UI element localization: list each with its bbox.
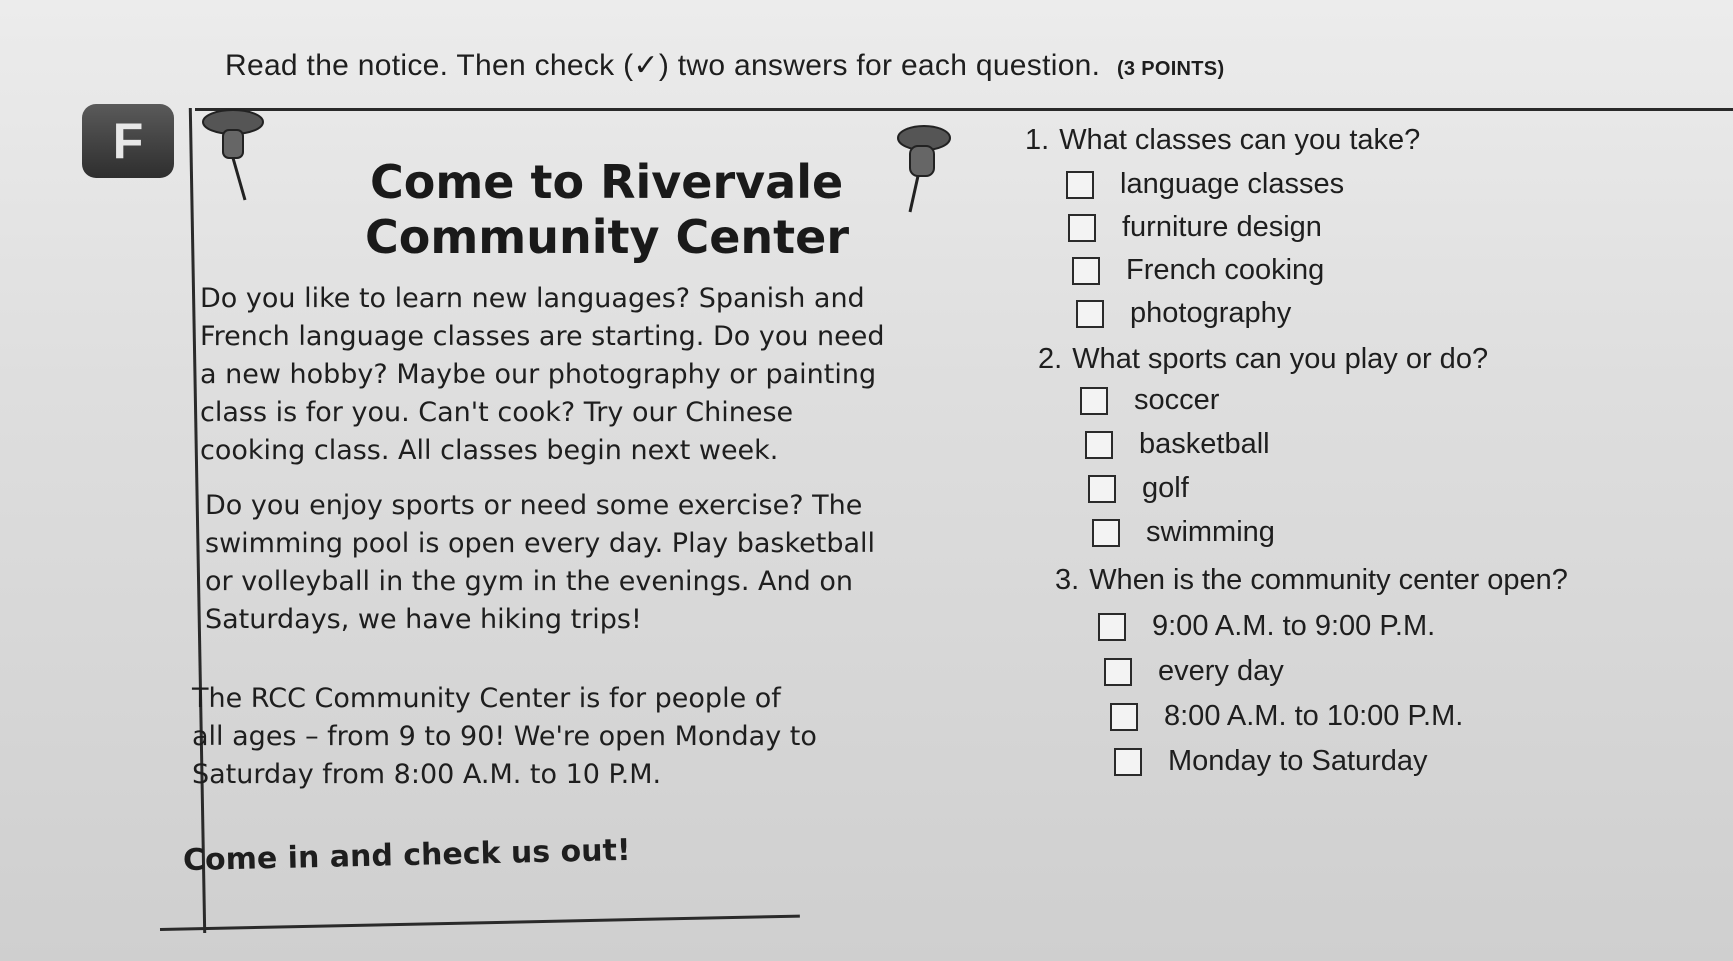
points-label: (3 POINTS) [1116, 58, 1225, 80]
question-text: What sports can you play or do? [1072, 343, 1489, 375]
option-checkbox[interactable] [1068, 211, 1322, 244]
option-label: every day [1158, 655, 1284, 687]
option-checkbox[interactable] [1080, 384, 1219, 417]
question-number: 1. [1025, 124, 1050, 156]
notice-line: Saturdays, we have hiking trips! [205, 604, 642, 635]
question-2 [1038, 343, 1488, 376]
option-checkbox[interactable] [1088, 472, 1189, 505]
checkbox[interactable] [1076, 300, 1104, 328]
question-3 [1055, 564, 1568, 597]
option-label: furniture design [1122, 211, 1322, 243]
checkbox[interactable] [1085, 431, 1113, 459]
notice-line: cooking class. All classes begin next week. [200, 435, 779, 466]
checkbox[interactable] [1098, 613, 1126, 641]
pushpin-icon [195, 108, 265, 203]
notice-line: The RCC Community Center is for people of [192, 683, 781, 714]
checkbox[interactable] [1104, 658, 1132, 686]
section-badge: F [82, 104, 174, 178]
notice-paragraph-classes [200, 280, 960, 470]
notice-line: a new hobby? Maybe our photography or painting [200, 359, 877, 390]
notice-line: Do you like to learn new languages? Spanish and [200, 283, 865, 314]
option-label: 8:00 A.M. to 10:00 P.M. [1164, 700, 1464, 732]
notice-line: class is for you. Can't cook? Try our Chinese [200, 397, 794, 428]
option-checkbox[interactable] [1092, 516, 1275, 549]
option-checkbox[interactable] [1114, 745, 1428, 778]
instruction-text: Read the notice. Then check (✓) two answers for each question. [225, 49, 1101, 82]
checkbox[interactable] [1114, 748, 1142, 776]
option-checkbox[interactable] [1072, 254, 1324, 287]
notice-line: swimming pool is open every day. Play basketball [205, 528, 876, 559]
option-label: Monday to Saturday [1168, 745, 1428, 777]
notice-title-line1: Come to Rivervale [370, 155, 844, 209]
checkbox[interactable] [1110, 703, 1138, 731]
checkbox[interactable] [1092, 519, 1120, 547]
notice-line: French language classes are starting. Do you need [200, 321, 885, 352]
option-checkbox[interactable] [1104, 655, 1284, 688]
checkbox[interactable] [1066, 171, 1094, 199]
checkbox[interactable] [1088, 475, 1116, 503]
pushpin-icon [880, 124, 960, 214]
option-checkbox[interactable] [1110, 700, 1463, 733]
option-label: photography [1130, 297, 1292, 329]
option-checkbox[interactable] [1098, 610, 1435, 643]
option-label: 9:00 A.M. to 9:00 P.M. [1152, 610, 1436, 642]
notice-paragraph-hours [192, 680, 952, 794]
option-label: language classes [1120, 168, 1345, 200]
question-text: When is the community center open? [1089, 564, 1568, 596]
question-1 [1025, 124, 1420, 157]
question-text: What classes can you take? [1059, 124, 1421, 156]
option-checkbox[interactable] [1085, 428, 1270, 461]
option-label: swimming [1146, 516, 1275, 548]
checkbox[interactable] [1072, 257, 1100, 285]
notice-line: Do you enjoy sports or need some exercise? The [205, 490, 863, 521]
option-label: French cooking [1126, 254, 1325, 286]
checkbox[interactable] [1080, 387, 1108, 415]
notice-line: Saturday from 8:00 A.M. to 10 P.M. [192, 759, 662, 790]
notice-border-bottom [160, 915, 800, 931]
option-checkbox[interactable] [1066, 168, 1344, 201]
option-checkbox[interactable] [1076, 297, 1291, 330]
option-label: soccer [1134, 384, 1220, 416]
checkbox[interactable] [1068, 214, 1096, 242]
notice-paragraph-sports [205, 487, 965, 639]
question-number: 3. [1055, 564, 1080, 596]
option-label: golf [1142, 472, 1189, 504]
option-label: basketball [1139, 428, 1270, 460]
notice-title-line2: Community Center [365, 210, 850, 264]
notice-closing: Come in and check us out! [182, 832, 631, 879]
top-rule [195, 108, 1733, 111]
instruction-line [225, 48, 1224, 83]
notice-line: or volleyball in the gym in the evenings. And on [205, 566, 853, 597]
question-number: 2. [1038, 343, 1063, 375]
notice-border-left [189, 108, 206, 933]
notice-line: all ages – from 9 to 90! We're open Monday to [192, 721, 817, 752]
